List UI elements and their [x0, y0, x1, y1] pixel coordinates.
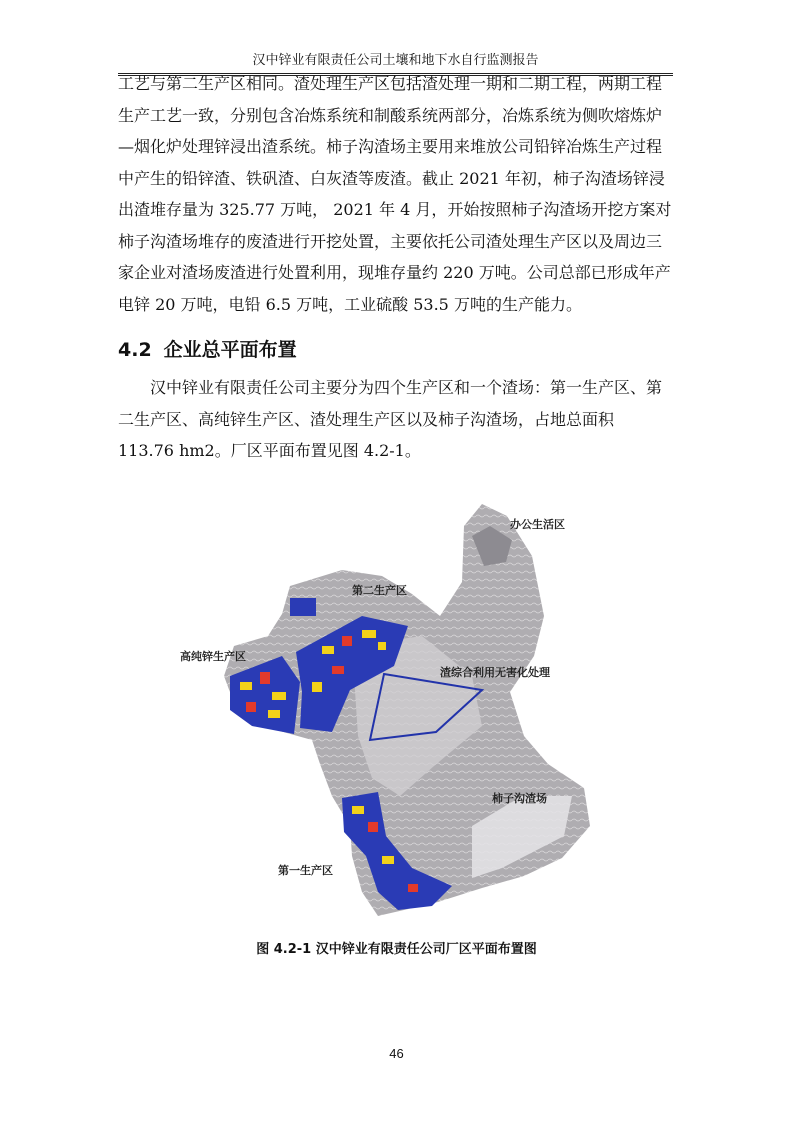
section-number: 4.2: [118, 339, 152, 361]
zone2-label: 第二生产区: [352, 584, 407, 597]
section-heading: [118, 335, 297, 362]
page-number: 46: [389, 1046, 404, 1061]
slag-treatment-label: 渣综合利用无害化处理: [440, 666, 550, 679]
body-paragraph-1: 工艺与第二生产区相同。渣处理生产区包括渣处理一期和二期工程，两期工程生产工艺一致，分别包含冶炼系统和制酸系统两部分，冶炼系统为侧吹熔炼炉—烟化炉处理锌浸出渣系统。柿子沟渣场主要用来堆放公司铅锌冶炼生产过程中产生的铅锌渣、铁矾渣、白灰渣等废渣。截止 2021 年初，柿子沟渣场锌浸出渣堆存量为 325.77 万吨， 2021 年 4 月，开始按照柿子沟渣场开挖方案对柿子沟渣场堆存的废渣进行开挖处置，主要依托公司渣处理生产区以及周边三家企业对渣场废渣进行处置利用，现堆存量约 220 万吨。公司总部已形成年产电锌 20 万吨，电铅 6.5 万吨，工业硫酸 53.5 万吨的生产能力。: [118, 74, 672, 314]
office-area-label: 办公生活区: [510, 518, 565, 531]
site-layout-map: [172, 496, 612, 928]
zone1-label: 第一生产区: [278, 864, 333, 877]
section-title: 企业总平面布置: [163, 339, 297, 361]
site-layout-figure: [172, 496, 612, 928]
high-purity-zone-label: 高纯锌生产区: [180, 650, 246, 663]
page-header: 汉中锌业有限责任公司土壤和地下水自行监测报告: [118, 49, 673, 74]
slag-yard-label: 柿子沟渣场: [492, 792, 547, 805]
body-paragraph-2: 汉中锌业有限责任公司主要分为四个生产区和一个渣场：第一生产区、第二生产区、高纯锌生产区、渣处理生产区以及柿子沟渣场，占地总面积 113.76 hm2。厂区平面布置见图 4.2-1。: [118, 378, 663, 460]
figure-caption: 图 4.2-1 汉中锌业有限责任公司厂区平面布置图: [256, 942, 537, 957]
